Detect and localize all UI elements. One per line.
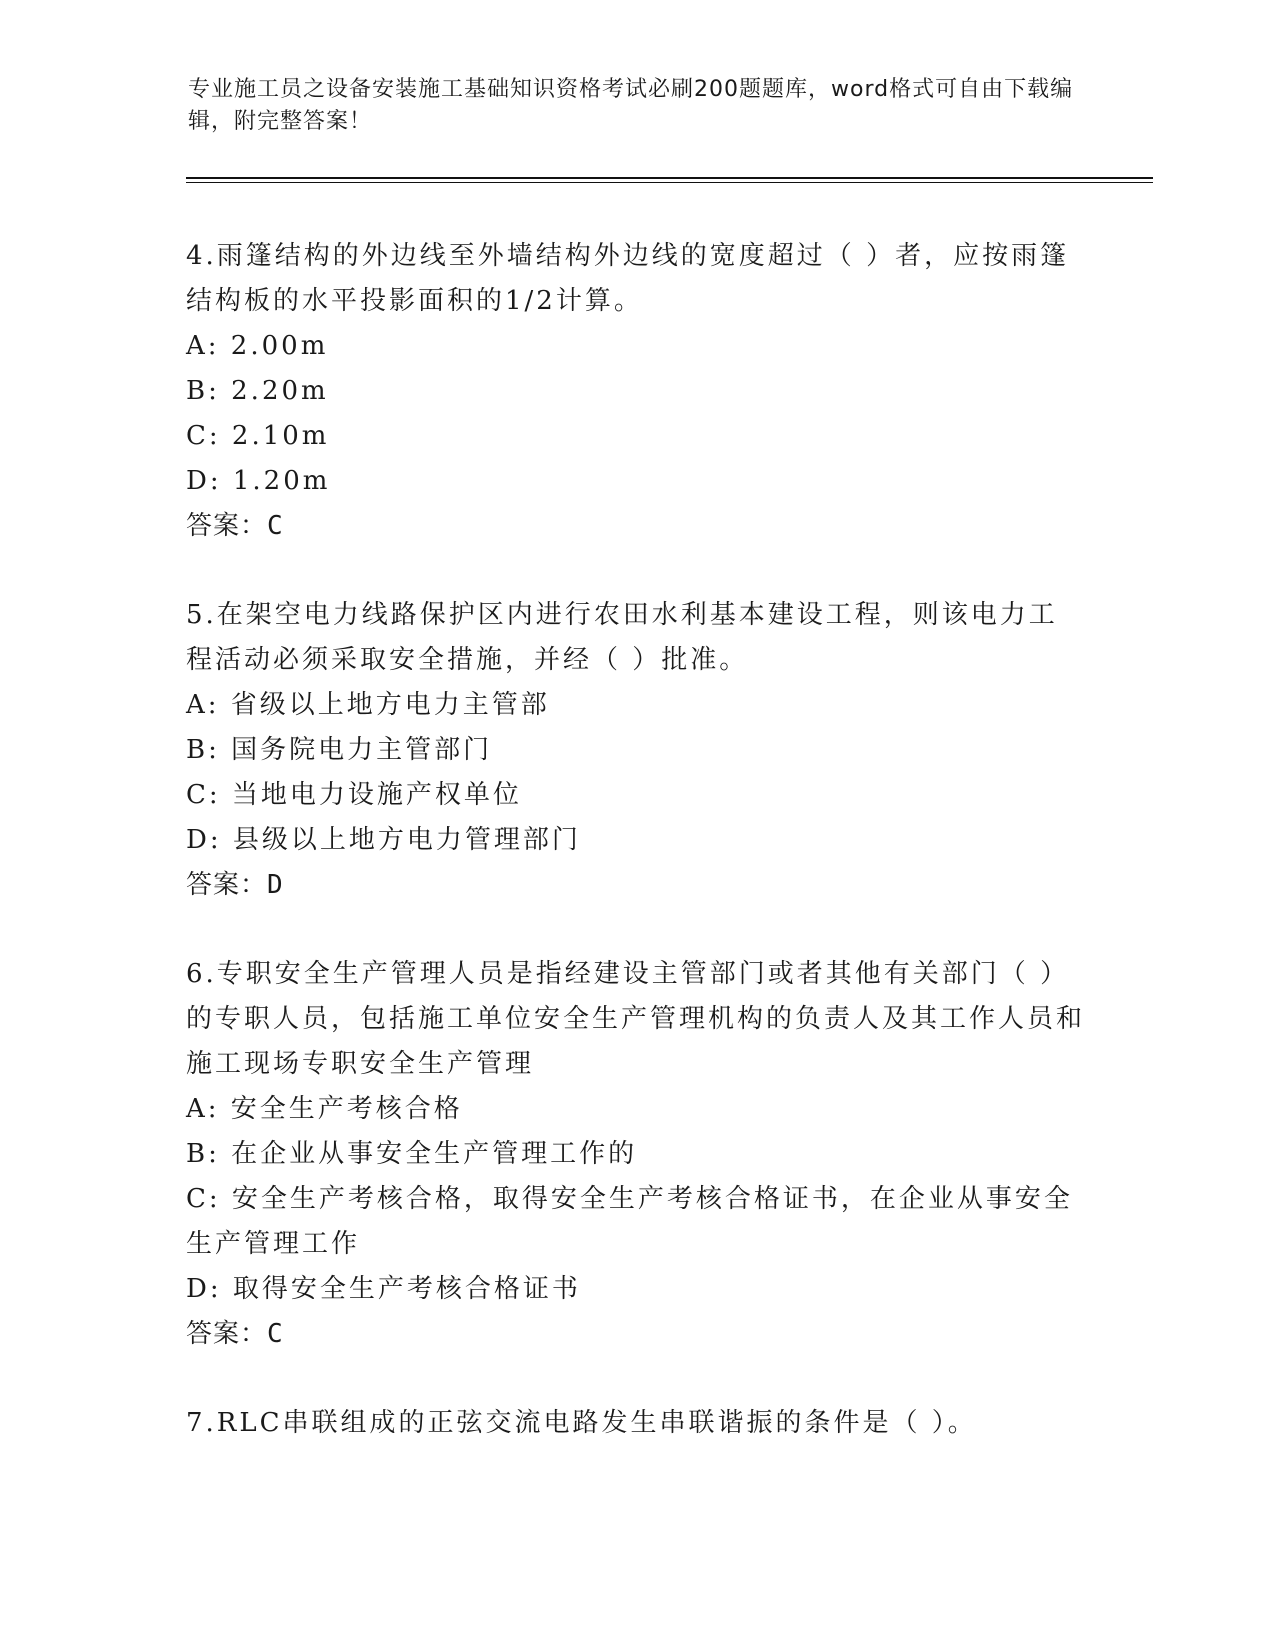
answer-value: D <box>267 870 284 900</box>
answer-label: 答案： <box>186 1319 268 1349</box>
question-text: 4.雨篷结构的外边线至外墙结构外边线的宽度超过（ ）者，应按雨篷结构板的水平投影面积的1/2计算。 <box>186 241 1070 316</box>
answer-label: 答案： <box>186 511 268 541</box>
question-6 <box>186 952 1086 1357</box>
question-text: 7.RLC串联组成的正弦交流电路发生串联谐振的条件是（ ）。 <box>186 1408 977 1438</box>
question-5 <box>186 593 1086 908</box>
option-c: C: 当地电力设施产权单位 <box>186 780 522 810</box>
question-text: 5.在架空电力线路保护区内进行农田水利基本建设工程，则该电力工程活动必须采取安全措施，并经（ ）批准。 <box>186 600 1058 675</box>
question-text: 6.专职安全生产管理人员是指经建设主管部门或者其他有关部门（ ）的专职人员，包括施工单位安全生产管理机构的负责人及其工作人员和施工现场专职安全生产管理 <box>186 959 1086 1079</box>
question-list <box>186 234 1086 1490</box>
answer-value: C <box>267 1319 284 1349</box>
question-7 <box>186 1401 1086 1446</box>
header-divider <box>186 177 1153 183</box>
option-a: A: 安全生产考核合格 <box>186 1094 463 1124</box>
option-d: D: 1.20m <box>186 466 331 496</box>
answer-line <box>186 863 1086 908</box>
option-c: C: 安全生产考核合格，取得安全生产考核合格证书，在企业从事安全生产管理工作 <box>186 1184 1073 1259</box>
option-d: D: 取得安全生产考核合格证书 <box>186 1274 581 1304</box>
answer-value: C <box>267 511 284 541</box>
option-c: C: 2.10m <box>186 421 330 451</box>
option-d: D: 县级以上地方电力管理部门 <box>186 825 581 855</box>
answer-label: 答案： <box>186 870 268 900</box>
option-a: A: 2.00m <box>186 331 329 361</box>
option-b: B: 2.20m <box>186 376 329 406</box>
answer-line <box>186 504 1086 549</box>
option-a: A: 省级以上地方电力主管部 <box>186 690 550 720</box>
option-b: B: 在企业从事安全生产管理工作的 <box>186 1139 638 1169</box>
document-header: 专业施工员之设备安装施工基础知识资格考试必刷200题题库，word格式可自由下载编辑，附完整答案！ <box>188 77 1074 134</box>
question-4 <box>186 234 1086 549</box>
answer-line <box>186 1312 1086 1357</box>
option-b: B: 国务院电力主管部门 <box>186 735 493 765</box>
